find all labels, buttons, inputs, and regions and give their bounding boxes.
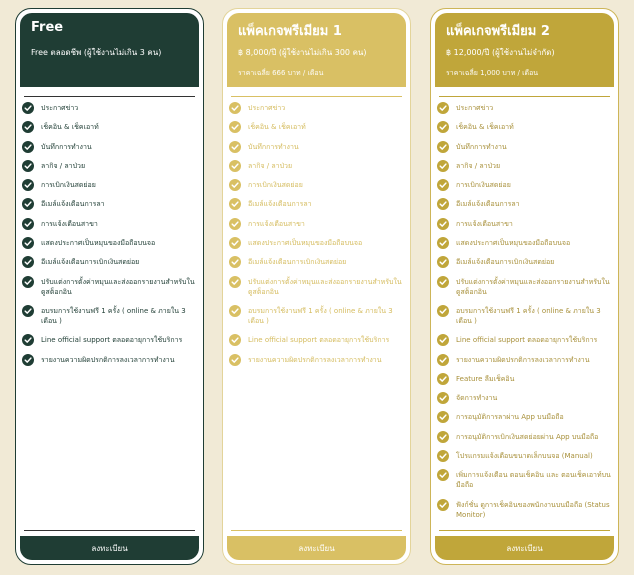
feature-label: การแจ้งเตือนสาขา: [248, 219, 305, 228]
feature-label: การอนุมัติการเบิกเงินสดย่อยผ่าน App บนมือถือ: [456, 432, 599, 441]
check-icon: [22, 354, 34, 366]
check-icon: [437, 276, 449, 288]
check-icon: [22, 141, 34, 153]
check-icon: [437, 431, 449, 443]
feature-list: [22, 103, 199, 374]
check-icon: [22, 334, 34, 346]
feature-label: ปรับแต่งการตั้งค่าหมุนและส่งออกรายงานสำหรับในดูสต็อกอิน: [456, 277, 610, 296]
check-icon: [229, 237, 241, 249]
feature-item: [437, 257, 614, 267]
check-icon: [437, 237, 449, 249]
check-icon: [229, 198, 241, 210]
check-icon: [22, 198, 34, 210]
feature-item: [437, 180, 614, 190]
feature-item: [229, 335, 406, 345]
feature-label: เพิ่มการแจ้งเตือน ตอนเช็คอิน และ ตอนเช็คเอาท์บนมือถือ: [456, 471, 611, 490]
feature-label: อีเมล์แจ้งเตือนการลา: [248, 200, 312, 209]
feature-label: บันทึกการทำงาน: [248, 142, 299, 151]
register-button[interactable]: ลงทะเบียน: [227, 536, 406, 560]
feature-list: [229, 103, 406, 374]
feature-label: รายงานความผิดปรกติการลงเวลาการทำงาน: [248, 355, 382, 364]
feature-item: [437, 142, 614, 152]
feature-label: เช็คอิน & เช็คเอาท์: [456, 123, 514, 132]
check-icon: [437, 392, 449, 404]
check-icon: [437, 334, 449, 346]
feature-item: [437, 470, 614, 490]
feature-label: อีเมล์แจ้งเตือนการเบิกเงินสดย่อย: [248, 258, 347, 267]
check-icon: [229, 141, 241, 153]
feature-item: [437, 374, 614, 384]
plan-price: Free ตลอดชีพ (ผู้ใช้งานไม่เกิน 3 คน): [31, 48, 162, 57]
feature-label: การเบิกเงินสดย่อย: [456, 181, 511, 190]
divider: [24, 530, 195, 531]
feature-label: Line official support ตลอดอายุการใช้บริการ: [41, 336, 183, 345]
check-icon: [22, 256, 34, 268]
feature-item: [22, 277, 199, 297]
feature-label: อบรมการใช้งานฟรี 1 ครั้ง ( online & ภายใน 3 เดือน ): [248, 306, 393, 325]
feature-label: การเบิกเงินสดย่อย: [41, 181, 96, 190]
feature-label: รายงานความผิดปรกติการลงเวลาการทำงาน: [456, 355, 590, 364]
feature-item: [229, 199, 406, 209]
check-icon: [229, 218, 241, 230]
check-icon: [437, 305, 449, 317]
feature-label: การแจ้งเตือนสาขา: [41, 219, 98, 228]
feature-item: [22, 199, 199, 209]
feature-label: ประกาศข่าว: [248, 104, 286, 112]
plan-title: แพ็คเกจพรีเมียม 2: [446, 24, 550, 39]
feature-label: ประกาศข่าว: [456, 104, 494, 112]
plan-title: Free: [31, 20, 64, 35]
check-icon: [22, 218, 34, 230]
check-icon: [22, 102, 34, 114]
register-button[interactable]: ลงทะเบียน: [20, 536, 199, 560]
plan-header: [227, 13, 406, 87]
feature-label: จัดการทำงาน: [456, 394, 498, 403]
feature-item: [22, 219, 199, 229]
feature-label: บันทึกการทำงาน: [41, 142, 92, 151]
check-icon: [229, 102, 241, 114]
feature-label: อีเมล์แจ้งเตือนการลา: [456, 200, 520, 209]
feature-item: [229, 103, 406, 113]
feature-item: [437, 238, 614, 248]
feature-label: รายงานความผิดปรกติการลงเวลาการทำงาน: [41, 355, 175, 364]
feature-label: Line official support ตลอดอายุการใช้บริการ: [456, 336, 598, 345]
feature-item: [229, 277, 406, 297]
check-icon: [437, 121, 449, 133]
feature-label: การอนุมัติการลาผ่าน App บนมือถือ: [456, 413, 564, 422]
feature-label: อีเมล์แจ้งเตือนการเบิกเงินสดย่อย: [456, 258, 555, 267]
feature-item: [229, 122, 406, 132]
check-icon: [437, 218, 449, 230]
plan-header: [20, 13, 199, 87]
divider: [439, 530, 610, 531]
check-icon: [437, 198, 449, 210]
feature-item: [437, 412, 614, 422]
feature-item: [22, 238, 199, 248]
divider: [24, 96, 195, 97]
feature-label: การเบิกเงินสดย่อย: [248, 181, 303, 190]
feature-label: ปรับแต่งการตั้งค่าหมุนและส่งออกรายงานสำหรับในดูสต็อกอิน: [248, 277, 402, 296]
feature-item: [22, 103, 199, 113]
feature-item: [437, 335, 614, 345]
feature-item: [437, 451, 614, 461]
check-icon: [22, 237, 34, 249]
feature-item: [437, 103, 614, 113]
check-icon: [437, 450, 449, 462]
feature-item: [437, 355, 614, 365]
feature-label: แสดงประกาศเป็นหมุนของมือถือบนจอ: [41, 239, 156, 248]
check-icon: [437, 499, 449, 511]
plan-card-premium-1: [222, 8, 411, 565]
check-icon: [437, 102, 449, 114]
plan-average-price: ราคาเฉลี่ย 666 บาท / เดือน: [238, 69, 324, 77]
feature-label: โปรแกรมแจ้งเตือนขนาดเล็กบนจอ (Manual): [456, 452, 593, 461]
feature-label: ปรับแต่งการตั้งค่าหมุนและส่งออกรายงานสำหรับในดูสต็อกอิน: [41, 277, 195, 296]
feature-item: [229, 161, 406, 171]
feature-label: ลากิจ / ลาป่วย: [41, 161, 86, 170]
feature-label: อีเมล์แจ้งเตือนการเบิกเงินสดย่อย: [41, 258, 140, 267]
feature-item: [22, 306, 199, 326]
feature-item: [437, 199, 614, 209]
divider: [231, 96, 402, 97]
plan-header: [435, 13, 614, 87]
divider: [231, 530, 402, 531]
feature-list: [437, 103, 614, 529]
check-icon: [229, 179, 241, 191]
feature-item: [437, 393, 614, 403]
feature-item: [229, 219, 406, 229]
feature-label: อบรมการใช้งานฟรี 1 ครั้ง ( online & ภายใน 3 เดือน ): [456, 306, 601, 325]
check-icon: [229, 256, 241, 268]
feature-item: [437, 219, 614, 229]
check-icon: [229, 276, 241, 288]
feature-item: [437, 122, 614, 132]
check-icon: [22, 121, 34, 133]
check-icon: [437, 256, 449, 268]
plan-card-premium-2: [430, 8, 619, 565]
feature-label: ประกาศข่าว: [41, 104, 79, 112]
feature-label: แสดงประกาศเป็นหมุนของมือถือบนจอ: [248, 239, 363, 248]
feature-label: ฟังก์ชั่น ดูการเช็คอินของพนักงานบนมือถือ (Status Monitor): [456, 500, 610, 519]
plan-average-price: ราคาเฉลี่ย 1,000 บาท / เดือน: [446, 69, 539, 77]
feature-item: [22, 142, 199, 152]
feature-item: [22, 161, 199, 171]
feature-label: บันทึกการทำงาน: [456, 142, 507, 151]
check-icon: [437, 141, 449, 153]
feature-label: Line official support ตลอดอายุการใช้บริการ: [248, 336, 390, 345]
feature-item: [229, 142, 406, 152]
check-icon: [437, 179, 449, 191]
check-icon: [437, 373, 449, 385]
feature-label: Feature ลืมเช็คอิน: [456, 374, 515, 383]
check-icon: [437, 411, 449, 423]
check-icon: [437, 354, 449, 366]
check-icon: [437, 160, 449, 172]
check-icon: [229, 160, 241, 172]
check-icon: [437, 469, 449, 481]
feature-item: [22, 257, 199, 267]
plan-price: ฿ 12,000/ปี (ผู้ใช้งานไม่จำกัด): [446, 48, 555, 57]
feature-item: [437, 306, 614, 326]
feature-label: อีเมล์แจ้งเตือนการลา: [41, 200, 105, 209]
divider: [439, 96, 610, 97]
feature-label: เช็คอิน & เช็คเอาท์: [248, 123, 306, 132]
check-icon: [229, 354, 241, 366]
check-icon: [229, 334, 241, 346]
feature-item: [229, 355, 406, 365]
feature-label: ลากิจ / ลาป่วย: [248, 161, 293, 170]
feature-item: [22, 335, 199, 345]
plan-price: ฿ 8,000/ปี (ผู้ใช้งานไม่เกิน 300 คน): [238, 48, 367, 57]
feature-item: [437, 500, 614, 520]
feature-item: [229, 257, 406, 267]
feature-item: [437, 161, 614, 171]
feature-label: เช็คอิน & เช็คเอาท์: [41, 123, 99, 132]
feature-item: [229, 306, 406, 326]
plan-card-free: [15, 8, 204, 565]
feature-item: [437, 277, 614, 297]
check-icon: [229, 305, 241, 317]
plan-title: แพ็คเกจพรีเมียม 1: [238, 24, 342, 39]
feature-label: อบรมการใช้งานฟรี 1 ครั้ง ( online & ภายใน 3 เดือน ): [41, 306, 186, 325]
check-icon: [22, 160, 34, 172]
feature-label: แสดงประกาศเป็นหมุนของมือถือบนจอ: [456, 239, 571, 248]
feature-item: [22, 122, 199, 132]
feature-item: [229, 238, 406, 248]
feature-label: การแจ้งเตือนสาขา: [456, 219, 513, 228]
check-icon: [22, 305, 34, 317]
feature-item: [437, 432, 614, 442]
feature-label: ลากิจ / ลาป่วย: [456, 161, 501, 170]
check-icon: [22, 276, 34, 288]
feature-item: [22, 355, 199, 365]
check-icon: [22, 179, 34, 191]
feature-item: [22, 180, 199, 190]
register-button[interactable]: ลงทะเบียน: [435, 536, 614, 560]
check-icon: [229, 121, 241, 133]
feature-item: [229, 180, 406, 190]
